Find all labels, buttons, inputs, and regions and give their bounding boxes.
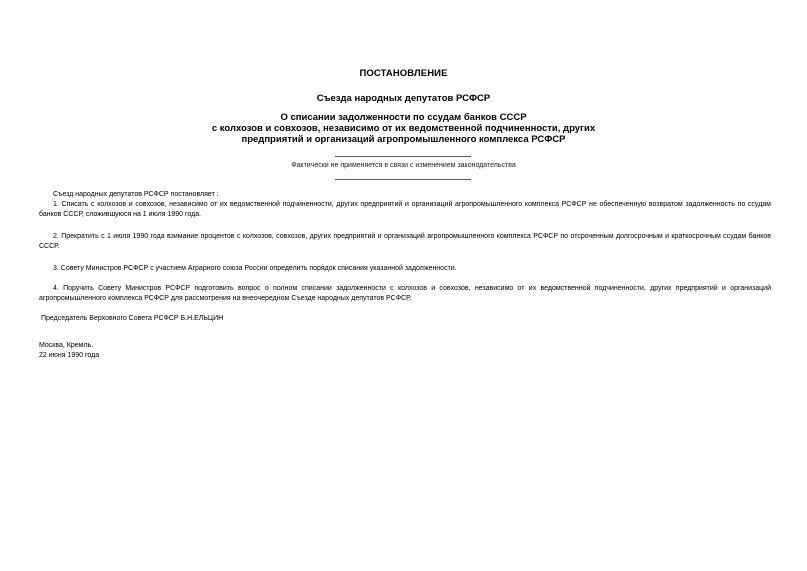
signature: Председатель Верховного Совета РСФСР Б.Н.ЕЛЬЦИН [41,315,224,322]
paragraph-2: 2. Прекратить с 1 июля 1990 года взимание процентов с колхозов, совхозов, других предприятий и организаций агропромышленного комплекса РСФСР по отсроченным долгосрочным и краткосрочным ссудам банков СССР. [39,233,771,250]
status-notice: Фактически не применяется в связи с изменением законодательства [291,162,516,169]
paragraph-4: 4. Поручить Совету Министров РСФСР подготовить вопрос о полном списании задолженности с колхозов и совхозов, независимо от их ведомственной подчиненности, других предприятий и организаций агропромышленного комплекса РСФСР для рассмотрения на внеочередном Съезде народных депутатов РСФСР. [39,285,771,302]
heading-line: с колхозов и совхозов, независимо от их ведомственной подчиненности, других [211,123,596,134]
preamble: Съезд народных депутатов РСФСР постановляет : [53,191,219,198]
heading-line: О списании задолженности по ссудам банков СССР [280,112,527,123]
divider-bottom [335,179,471,180]
date: 22 июня 1990 года [39,352,100,359]
document-heading [0,112,807,145]
divider-top [335,156,471,157]
place: Москва, Кремль. [39,342,94,349]
paragraph-1: 1. Списать с колхозов и совхозов, независимо от их ведомственной подчиненности, других предприятий и организаций агропромышленного комплекса РСФСР не обеспеченную возвратом задолженность по ссудам банков СССР, сложившуюся на 1 июля 1990 года. [39,201,771,218]
document-issuer: Съезда народных депутатов РСФСР [316,93,491,104]
heading-line: предприятий и организаций агропромышленного комплекса РСФСР [241,134,566,145]
document-title: ПОСТАНОВЛЕНИЕ [359,68,448,79]
paragraph-3: 3. Совету Министров РСФСР с участием Аграрного союза России определить порядок списания указанной задолженности. [53,265,457,272]
